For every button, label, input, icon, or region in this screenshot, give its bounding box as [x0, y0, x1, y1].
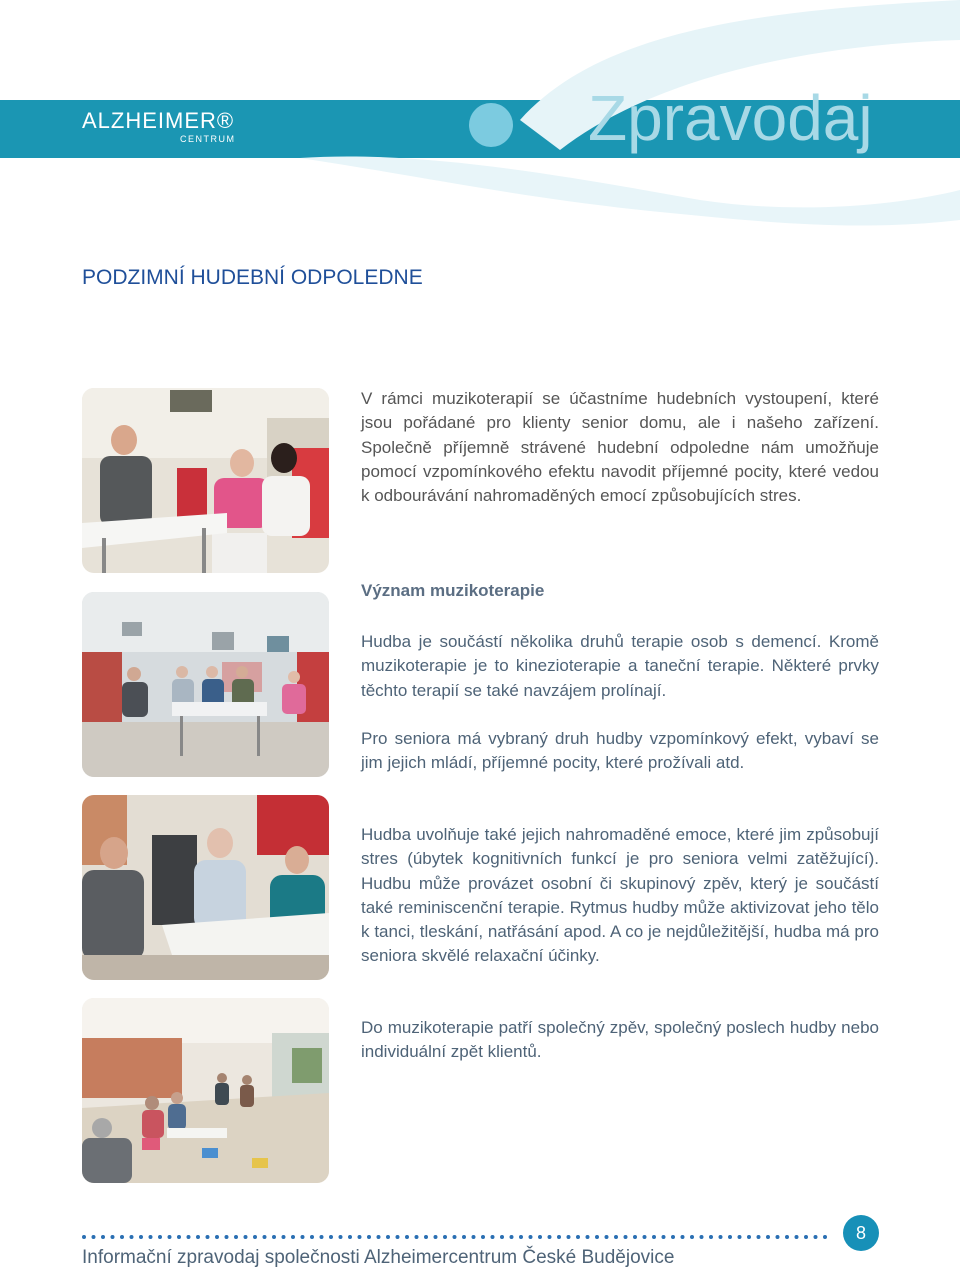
footer-dotted-divider: [82, 1229, 832, 1239]
footer-text: Informační zpravodaj společnosti Alzheimercentrum České Budějovice: [82, 1247, 675, 1268]
photo-seniors-seated: [82, 795, 329, 980]
body-paragraph-4: Do muzikoterapie patří společný zpěv, společný poslech hudby nebo individuální zpět klientů.: [361, 1018, 879, 1062]
section-subheading: Význam muzikoterapie: [361, 581, 545, 600]
logo-sub-text: CENTRUM: [180, 134, 236, 144]
photo-hall-event: [82, 998, 329, 1183]
page-number-badge: 8: [843, 1215, 879, 1251]
logo-main-text: ALZHEIMER®: [82, 108, 235, 133]
photo-group-in-room: [82, 592, 329, 777]
photo-seniors-at-table: [82, 388, 329, 573]
dot-icon: [469, 103, 513, 147]
alzheimer-centrum-logo: [82, 108, 252, 154]
intro-paragraph: V rámci muzikoterapií se účastníme hudebních vystoupení, které jsou pořádané pro klienty senior domu, ale i našeho zařízení. Společně příjemně strávené hudební odpoledne nám umožňuje pomocí vzpomínkového efektu navodit příjemné pocity, které vedou k odbourávání nahromaděných emocí způsobujících stres.: [361, 389, 879, 506]
body-paragraph-2: Pro seniora má vybraný druh hudby vzpomínkový efekt, vybaví se jim jejich mládí, příjemné pocity, které prožívali atd.: [361, 729, 879, 773]
masthead-title: Zpravodaj: [588, 82, 873, 154]
page-title: PODZIMNÍ HUDEBNÍ ODPOLEDNE: [82, 266, 423, 289]
body-paragraph-3: Hudba uvolňuje také jejich nahromaděné emoce, které jim způsobují stres (úbytek kognitivních funkcí je pro seniora velmi zatěžující). Hudbu může provázet osobní či skupinový zpěv, který je součástí také reminiscenční terapie. Rytmus hudby může aktivizovat jeho tělo k tanci, tleskání, natřásání apod. A co je nejdůležitější, hudba má pro seniora skvělé relaxační účinky.: [361, 825, 879, 966]
body-paragraph-1: Hudba je součástí několika druhů terapie osob s demencí. Kromě muzikoterapie je to kinezioterapie a taneční terapie. Některé prvky těchto terapií se také navzájem prolínají.: [361, 632, 879, 700]
